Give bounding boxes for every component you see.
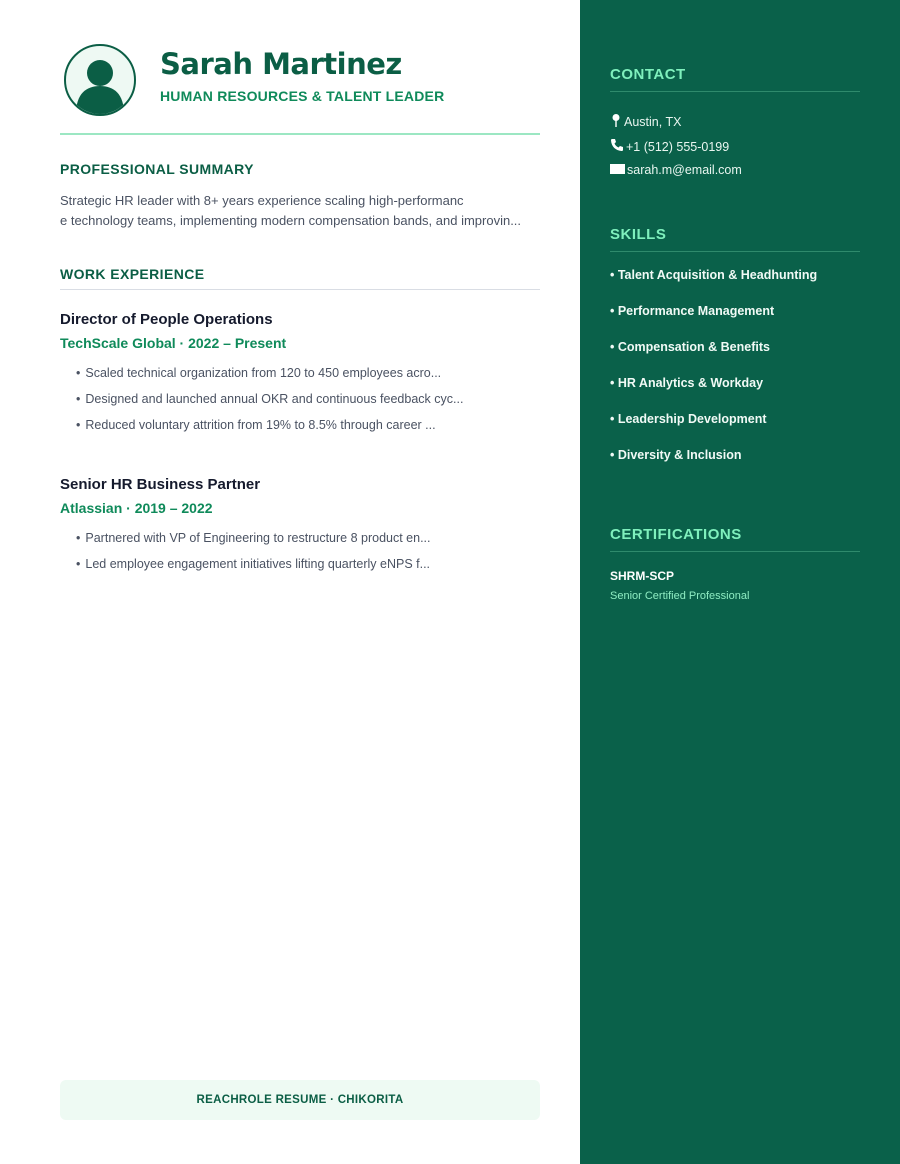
certifications-divider [610, 551, 860, 552]
skills-heading: SKILLS [610, 226, 667, 243]
job-title: Director of People Operations [60, 311, 273, 328]
contact-divider [610, 91, 860, 92]
contact-email [610, 163, 742, 177]
certifications-heading: CERTIFICATIONS [610, 526, 742, 543]
skill-item: • Diversity & Inclusion [610, 448, 742, 462]
email-icon [610, 163, 625, 177]
contact-phone [610, 138, 729, 155]
email-text: sarah.m@email.com [627, 163, 742, 177]
summary-text [60, 191, 550, 231]
certification-description: Senior Certified Professional [610, 590, 750, 602]
job-company-dates: Atlassian · 2019 – 2022 [60, 500, 213, 516]
location-text: Austin, TX [624, 114, 682, 129]
contact-location [610, 113, 681, 130]
phone-text: +1 (512) 555-0199 [626, 139, 730, 154]
summary-heading: PROFESSIONAL SUMMARY [60, 161, 254, 177]
job-bullet: • Led employee engagement initiatives lifting quarterly eNPS f... [76, 557, 431, 571]
job-bullets [76, 525, 431, 577]
location-pin-icon [610, 113, 622, 130]
skills-divider [610, 251, 860, 252]
candidate-name: Sarah Martinez [160, 47, 402, 81]
candidate-role: HUMAN RESOURCES & TALENT LEADER [160, 88, 445, 104]
skill-item: • Compensation & Benefits [610, 340, 770, 354]
skill-item: • Leadership Development [610, 412, 767, 426]
job-bullet: • Reduced voluntary attrition from 19% to 8.5% through career ... [76, 418, 436, 432]
experience-divider [60, 289, 540, 290]
phone-icon [610, 138, 624, 155]
skill-item: • HR Analytics & Workday [610, 376, 764, 390]
job-company-dates: TechScale Global · 2022 – Present [60, 335, 287, 351]
header-divider [60, 133, 540, 135]
skill-item: • Performance Management [610, 304, 775, 318]
skill-item: • Talent Acquisition & Headhunting [610, 268, 818, 282]
contact-heading: CONTACT [610, 66, 686, 83]
summary-line: e technology teams, implementing modern compensation bands, and improvin... [60, 213, 522, 228]
experience-heading: WORK EXPERIENCE [60, 266, 205, 282]
job-bullet: • Designed and launched annual OKR and continuous feedback cyc... [76, 392, 464, 406]
job-bullet: • Scaled technical organization from 120 to 450 employees acro... [76, 366, 442, 380]
user-avatar-icon [64, 44, 136, 116]
summary-line: Strategic HR leader with 8+ years experience scaling high-performanc [60, 193, 464, 208]
job-bullet: • Partnered with VP of Engineering to restructure 8 product en... [76, 531, 431, 545]
job-bullets [76, 360, 463, 438]
footer-badge: REACHROLE RESUME · CHIKORITA [60, 1080, 540, 1120]
job-title: Senior HR Business Partner [60, 476, 261, 493]
certification-name: SHRM-SCP [610, 569, 675, 583]
sidebar [580, 0, 900, 1164]
